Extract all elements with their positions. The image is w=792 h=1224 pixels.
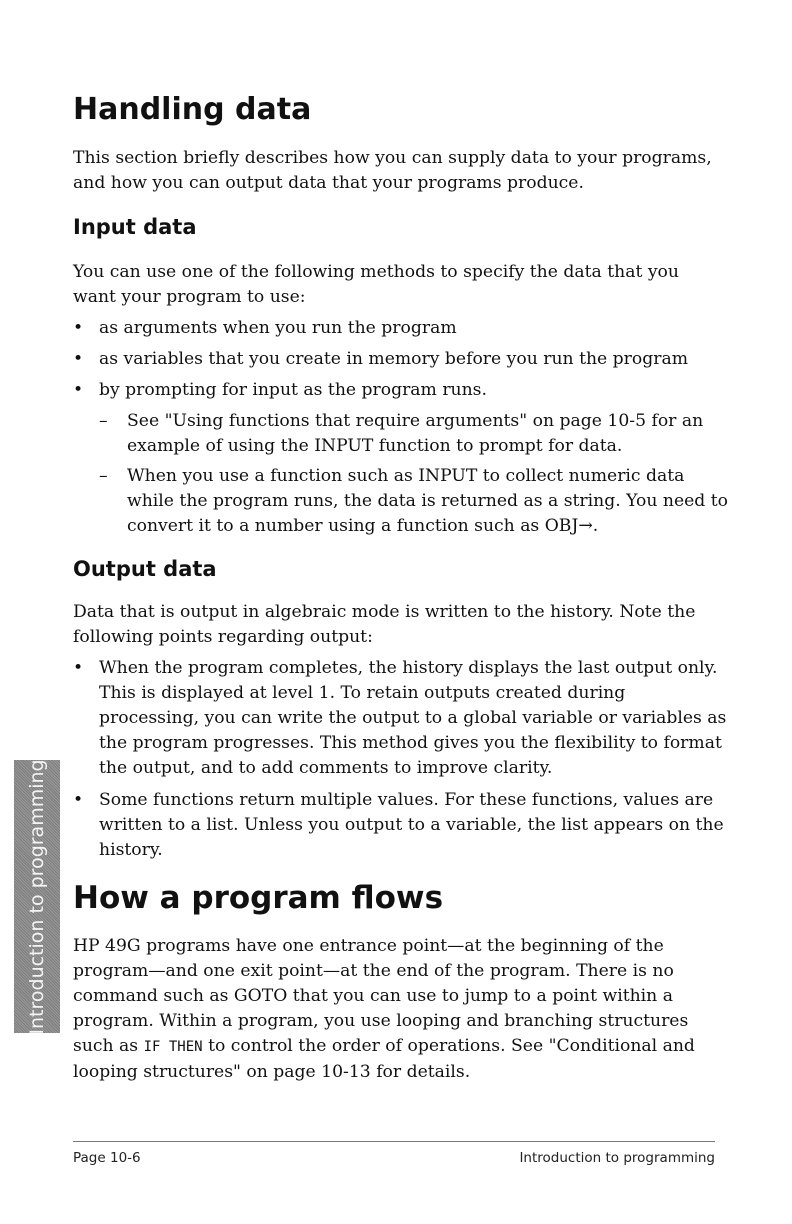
side-tab-label: Introduction to programming xyxy=(26,758,48,1035)
text-line: Data that is output in algebraic mode is written to the history. Note the xyxy=(73,602,696,622)
text-line: processing, you can write the output to a global variable or variables as xyxy=(99,708,727,728)
chapter-side-tab xyxy=(14,760,60,1033)
bullet-icon: • xyxy=(73,380,84,400)
bullet-icon: • xyxy=(73,318,84,338)
footer-page-number: Page 10-6 xyxy=(73,1150,141,1166)
text-line: You can use one of the following methods to specify the data that you xyxy=(73,262,679,282)
text-line: history. xyxy=(99,840,163,860)
flow-lines xyxy=(73,934,695,1034)
bullet-text xyxy=(99,347,688,372)
text-line: as variables that you create in memory before you run the program xyxy=(99,349,689,369)
text-line: written to a list. Unless you output to a variable, the list appears on the xyxy=(99,815,724,835)
bullet-icon: • xyxy=(73,658,84,678)
flow-line xyxy=(73,1034,695,1060)
subitem-text xyxy=(127,464,728,539)
flow-line: looping structures" on page 10-13 for details. xyxy=(73,1062,471,1082)
bullet-icon: • xyxy=(73,790,84,810)
bullet-text xyxy=(99,378,487,403)
text-line: When the program completes, the history displays the last output only. xyxy=(99,658,718,678)
handling-intro xyxy=(73,146,712,196)
flow-paragraph xyxy=(73,934,695,1085)
text-line: command such as GOTO that you can use to jump to a point within a xyxy=(73,986,673,1006)
text-line: This section briefly describes how you can supply data to your programs, xyxy=(73,148,712,168)
text-line: This is displayed at level 1. To retain outputs created during xyxy=(99,683,626,703)
text-line: See "Using functions that require arguments" on page 10-5 for an xyxy=(127,411,704,431)
text-line: program. Within a program, you use looping and branching structures xyxy=(73,1011,689,1031)
bullet-text xyxy=(99,316,457,341)
bullet-text xyxy=(99,788,724,863)
text-line: and how you can output data that your programs produce. xyxy=(73,173,584,193)
text-line: the output, and to add comments to improve clarity. xyxy=(99,758,553,778)
heading-handling-data: Handling data xyxy=(73,92,312,127)
footer-chapter-title: Introduction to programming xyxy=(519,1150,715,1166)
text-line: convert it to a number using a function such as OBJ→. xyxy=(127,516,599,536)
heading-program-flow: How a program flows xyxy=(73,880,444,916)
text-line: Some functions return multiple values. For these functions, values are xyxy=(99,790,714,810)
text-line: program—and one exit point—at the end of the program. There is no xyxy=(73,961,674,981)
text-line: When you use a function such as INPUT to collect numeric data xyxy=(127,466,685,486)
text-line: example of using the INPUT function to prompt for data. xyxy=(127,436,623,456)
text-line: as arguments when you run the program xyxy=(99,318,457,338)
input-intro xyxy=(73,260,679,310)
dash-icon: – xyxy=(99,466,108,486)
text: to control the order of operations. See "Conditional and xyxy=(202,1036,695,1056)
heading-output-data: Output data xyxy=(73,557,217,581)
footer-divider xyxy=(73,1141,715,1142)
text-line: HP 49G programs have one entrance point—at the beginning of the xyxy=(73,936,664,956)
text-line: while the program runs, the data is returned as a string. You need to xyxy=(127,491,729,511)
output-intro xyxy=(73,600,695,650)
heading-input-data: Input data xyxy=(73,215,197,239)
dash-icon: – xyxy=(99,411,108,431)
text-line: the program progresses. This method gives you the flexibility to format xyxy=(99,733,722,753)
code-if-then: IF THEN xyxy=(143,1039,203,1055)
subitem-text xyxy=(127,409,703,459)
bullet-icon: • xyxy=(73,349,84,369)
text-line: by prompting for input as the program runs. xyxy=(99,380,487,400)
text-line: want your program to use: xyxy=(73,287,306,307)
bullet-text xyxy=(99,656,726,781)
text: such as xyxy=(73,1036,144,1056)
text-line: following points regarding output: xyxy=(73,627,373,647)
